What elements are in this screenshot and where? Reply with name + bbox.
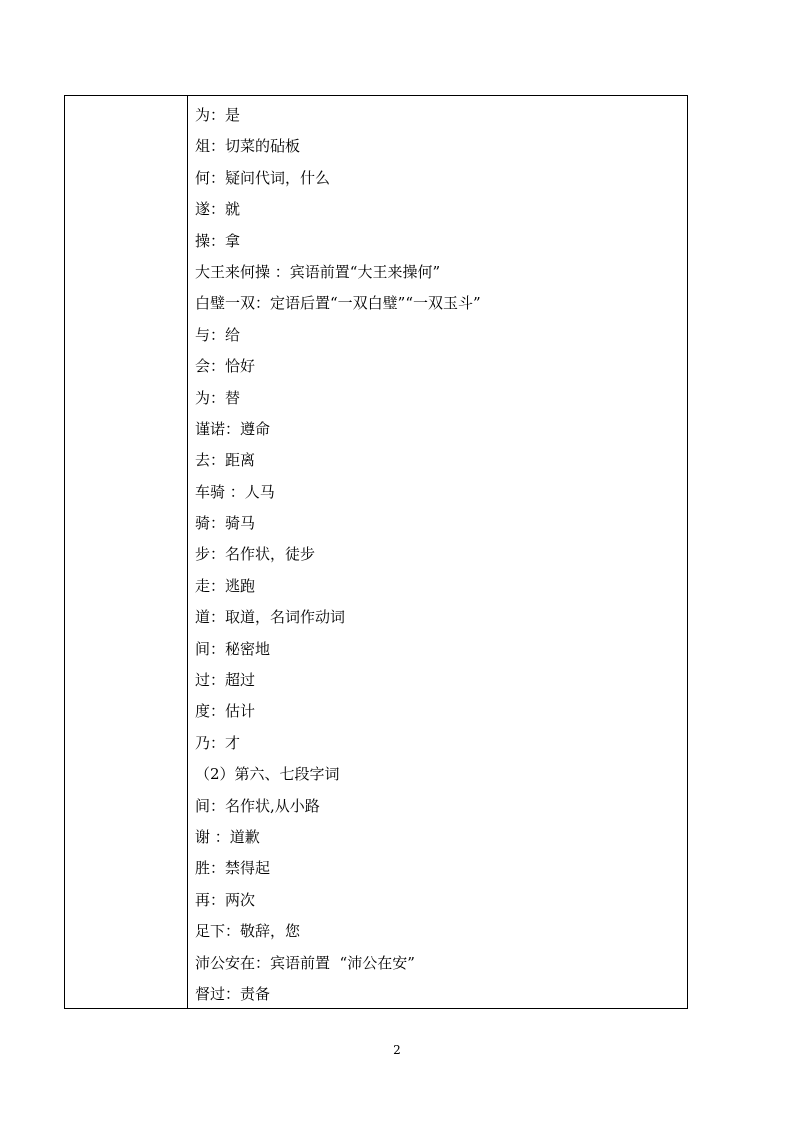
vocabulary-line: 白璧一双：定语后置“一双白璧”“一双玉斗” xyxy=(195,294,481,313)
vocabulary-line: 步：名作状，徒步 xyxy=(195,545,316,564)
vocabulary-line: 大王来何操 ：宾语前置“大王来操何” xyxy=(195,262,441,281)
vocabulary-line: 道：取道，名词作动词 xyxy=(195,608,346,627)
vocabulary-line: 遂：就 xyxy=(195,200,241,219)
table-right-cell xyxy=(188,96,687,1008)
vocabulary-line: 为：替 xyxy=(195,388,241,407)
vocabulary-line: 过：超过 xyxy=(195,671,256,690)
vocabulary-line: （2）第六、七段字词 xyxy=(195,765,340,784)
vocabulary-line: 再：两次 xyxy=(195,890,256,909)
vocabulary-line: 督过：责备 xyxy=(195,984,271,1003)
vocabulary-line: 与：给 xyxy=(195,325,241,344)
vocabulary-list xyxy=(195,100,481,1010)
table-left-cell xyxy=(65,96,188,1008)
vocabulary-line: 何：疑问代词，什么 xyxy=(195,168,331,187)
vocabulary-table xyxy=(64,95,688,1009)
vocabulary-line: 车骑 ：人马 xyxy=(195,482,275,501)
vocabulary-line: 走：逃跑 xyxy=(195,576,256,595)
vocabulary-line: 间：名作状,从小路 xyxy=(195,796,320,815)
vocabulary-line: 为：是 xyxy=(195,106,241,124)
vocabulary-line: 谢 ：道歉 xyxy=(195,827,260,846)
vocabulary-line: 胜：禁得起 xyxy=(195,859,271,878)
vocabulary-line: 俎：切菜的砧板 xyxy=(195,137,301,156)
vocabulary-line: 去：距离 xyxy=(195,451,256,470)
page-number: 2 xyxy=(393,1043,401,1057)
vocabulary-line: 谨诺：遵命 xyxy=(195,419,271,438)
vocabulary-line: 度：估计 xyxy=(195,702,256,721)
vocabulary-line: 足下：敬辞，您 xyxy=(195,922,301,941)
vocabulary-line: 乃：才 xyxy=(195,733,241,752)
vocabulary-line: 会：恰好 xyxy=(195,357,256,376)
vocabulary-line: 沛公安在：宾语前置 “沛公在安” xyxy=(195,953,415,972)
vocabulary-line: 间：秘密地 xyxy=(195,639,271,658)
vocabulary-line: 操：拿 xyxy=(195,231,241,250)
vocabulary-line: 骑：骑马 xyxy=(195,514,256,533)
